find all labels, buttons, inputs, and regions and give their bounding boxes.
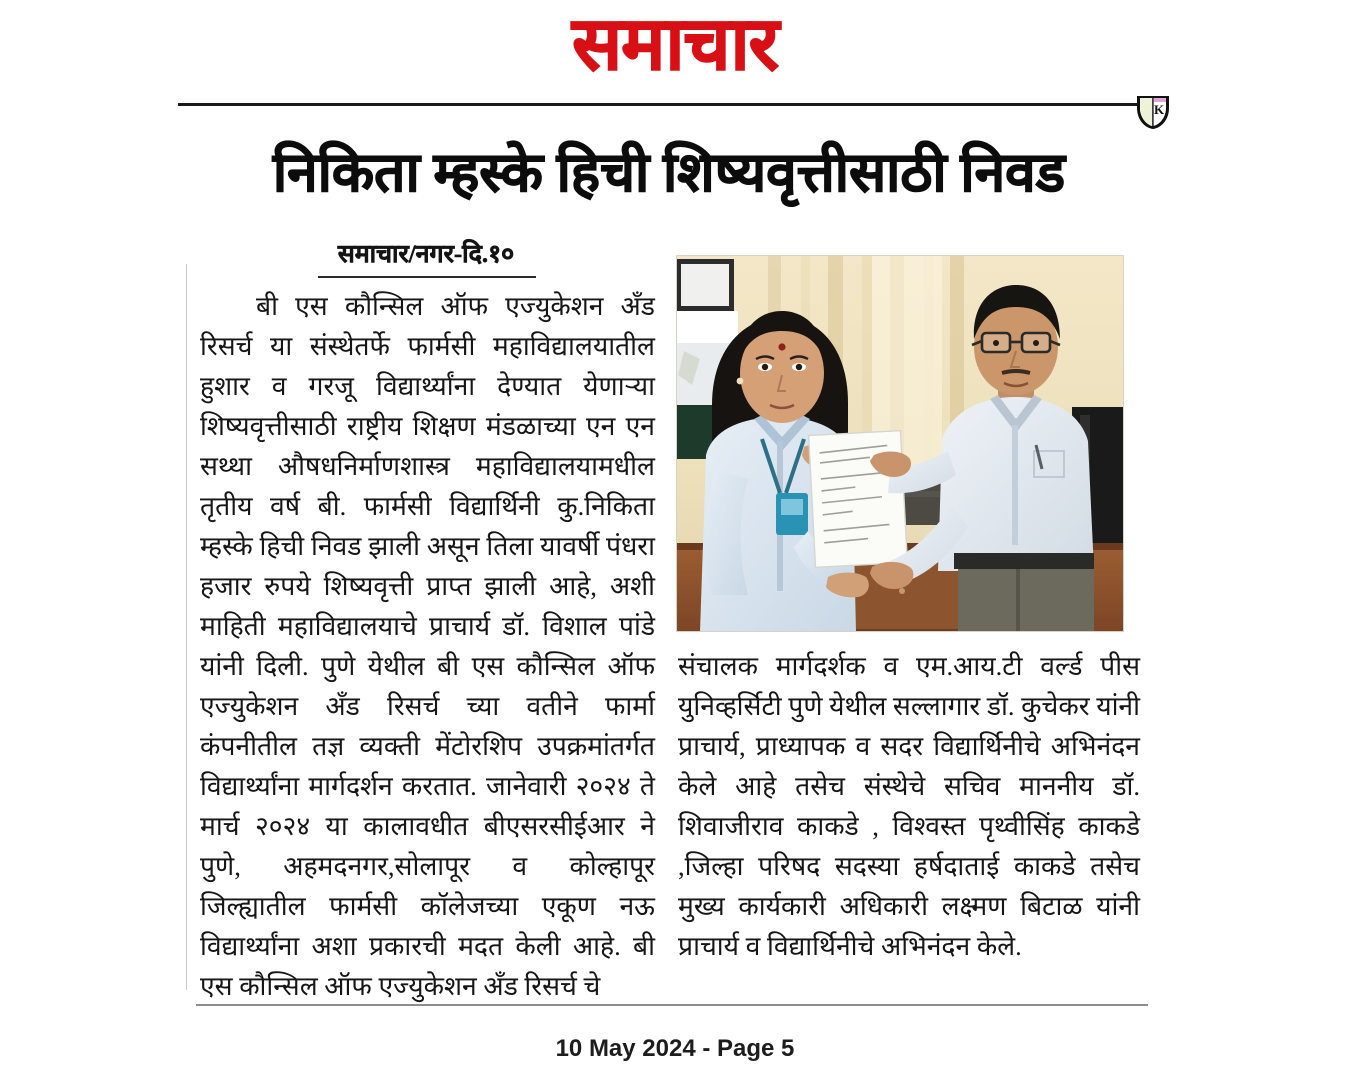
masthead-divider [178,103,1146,106]
article-headline: निकिता म्हस्के हिची शिष्यवृत्तीसाठी निवड [272,142,1066,203]
byline-divider [318,276,536,278]
article-body-right-column [678,646,1140,966]
article-byline: समाचार/नगर-दि.१० [337,241,515,268]
shield-crest-icon [1133,96,1173,130]
article-body-right-text: संचालक मार्गदर्शक व एम.आय.टी वर्ल्ड पीस युनिव्हर्सिटी पुणे येथील सल्लागार डॉ. कुचेकर यांनी प्राचार्य, प्राध्यापक व सदर विद्यार्थिनीचे अभिनंदन केले आहे तसेच संस्थेचे सचिव माननीय डॉ. शिवाजीराव काकडे , विश्वस्त पृथ्वीसिंह काकडे ,जिल्हा परिषद सदस्या हर्षदाताई काकडे तसेच मुख्य कार्यकारी अधिकारी लक्ष्मण बिटाळ यांनी प्राचार्य व विद्यार्थिनीचे अभिनंदन केले. [678,651,1140,961]
article-body-left-text: बी एस कौन्सिल ऑफ एज्युकेशन अँड रिसर्च या संस्थेतर्फे फार्मसी महाविद्यालयातील हुशार व गरजू विद्यार्थ्यांना देण्यात येणाऱ्या शिष्यवृत्तीसाठी राष्ट्रीय शिक्षण मंडळाच्या एन एन सथ्था औषधनिर्माणशास्त्र महाविद्यालयामधील तृतीय वर्ष बी. फार्मसी विद्यार्थिनी कु.निकिता म्हस्के हिची निवड झाली असून तिला यावर्षी पंधरा हजार रुपये शिष्यवृत्ती प्राप्त झाली आहे, अशी माहिती महाविद्यालयाचे प्राचार्य डॉ. विशाल पांडे यांनी दिली. पुणे येथील बी एस कौन्सिल ऑफ एज्युकेशन अँड रिसर्च च्या वतीने फार्मा कंपनीतील तज्ञ व्यक्ती मेंटोरशिप उपक्रमांतर्गत विद्यार्थ्यांना मार्गदर्शन करतात. जानेवारी २०२४ ते मार्च २०२४ या कालावधीत बीएसरसीईआर ने पुणे, अहमदनगर,सोलापूर व कोल्हापूर जिल्ह्यातील फार्मसी कॉलेजच्या एकूण नऊ विद्यार्थ्यांना अशा प्रकारची मदत केली आहे. बी एस कौन्सिल ऑफ एज्युकेशन अँड रिसर्च चे [200,291,655,1001]
article-body-left-column [200,286,655,1006]
newspaper-masthead [0,2,1350,88]
article-photo [676,255,1124,632]
masthead-title: समाचार [572,4,778,86]
column-divider-left [186,264,187,990]
footer-date-page: 10 May 2024 - Page 5 [555,1035,795,1062]
crest-letter: K [1153,102,1165,117]
photo-illustration [676,255,1124,632]
article-bottom-divider [196,1004,1148,1006]
